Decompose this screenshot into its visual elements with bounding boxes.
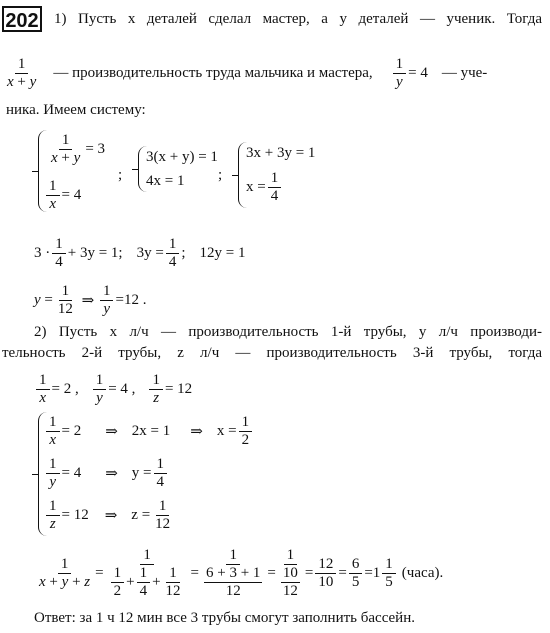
answer-line: Ответ: за 1 ч 12 мин все 3 трубы смогут заполнить бассейн. [34, 610, 415, 626]
part1-line2 [2, 56, 487, 91]
system1-eq2: $\frac{1}{x}$ = 4 [44, 178, 81, 213]
part2-line2: тельность 2-й трубы, z л/ч — производительность 3-й трубы, тогда [2, 345, 542, 361]
part2-eq-row: $\frac{1}{x}$ = 2 , $\frac{1}{y}$ = 4 , $\frac{1}{z}$ = 12 [34, 372, 192, 407]
system4-row3: $\frac{1}{z}$ = 12 ⇒ z = $\frac{1}{12}$ [44, 498, 175, 533]
part1-line1: 1) Пусть x деталей сделал мастер, а y деталей — ученик. Тогда [54, 11, 542, 27]
semicolon-1: ; [118, 167, 123, 183]
part2-line1: 2) Пусть x л/ч — производительность 1-й трубы, y л/ч производи- [34, 324, 542, 340]
part1-result: y = $\frac{1}{12}$ ⇒ $\frac{1}{y}$ = 12 . [34, 283, 147, 317]
part1-line3: ника. Имеем систему: [6, 102, 146, 118]
part1-line2-end: — уче- [441, 65, 488, 81]
semicolon-2: ; [218, 167, 223, 183]
part1-calc-line: 3 · $\frac{1}{4}$ + 3y = 1; 3y = $\frac{1}{4}$ ; 12y = 1 [34, 236, 246, 270]
part1-line2-eq: = 4 [408, 65, 428, 81]
fraction-1-over-y: $\frac{1}{y}$ [393, 56, 407, 91]
final-equation: $\frac{1}{x + y + z}$ = 1 $\frac{1}{2}$ + $\frac{1}{4}$ + $\frac{1}{12}$ = 1 6 + 3 + 1 12 = 1 10 12 = $\frac{12}{10}$ = $\frac{6}{5}$ = 1 $\frac{1}{5}$ (часа). [39, 546, 444, 599]
problem-number: 202 [2, 6, 42, 32]
part1-line2-text: — производительность труда мальчика и мастера, [53, 65, 373, 81]
system3-eq1: 3x + 3y = 1 [246, 145, 316, 161]
system3-eq2: x = $\frac{1}{4}$ [246, 170, 283, 205]
system4-row2: $\frac{1}{y}$ = 4 ⇒ y = $\frac{1}{4}$ [44, 456, 169, 491]
system2-eq2: 4x = 1 [146, 173, 185, 189]
system2-eq1: 3(x + y) = 1 [146, 149, 218, 165]
system4-row1: $\frac{1}{x}$ = 2 ⇒ 2x = 1 ⇒ x = $\frac{1}{2}$ [44, 414, 254, 449]
system1-eq1: $\frac{1}{x + y}$ = 3 [51, 132, 106, 166]
fraction-1-over-x-plus-y: $\frac{1}{x + y}$ [7, 56, 37, 90]
final-unit: (часа). [401, 564, 444, 581]
